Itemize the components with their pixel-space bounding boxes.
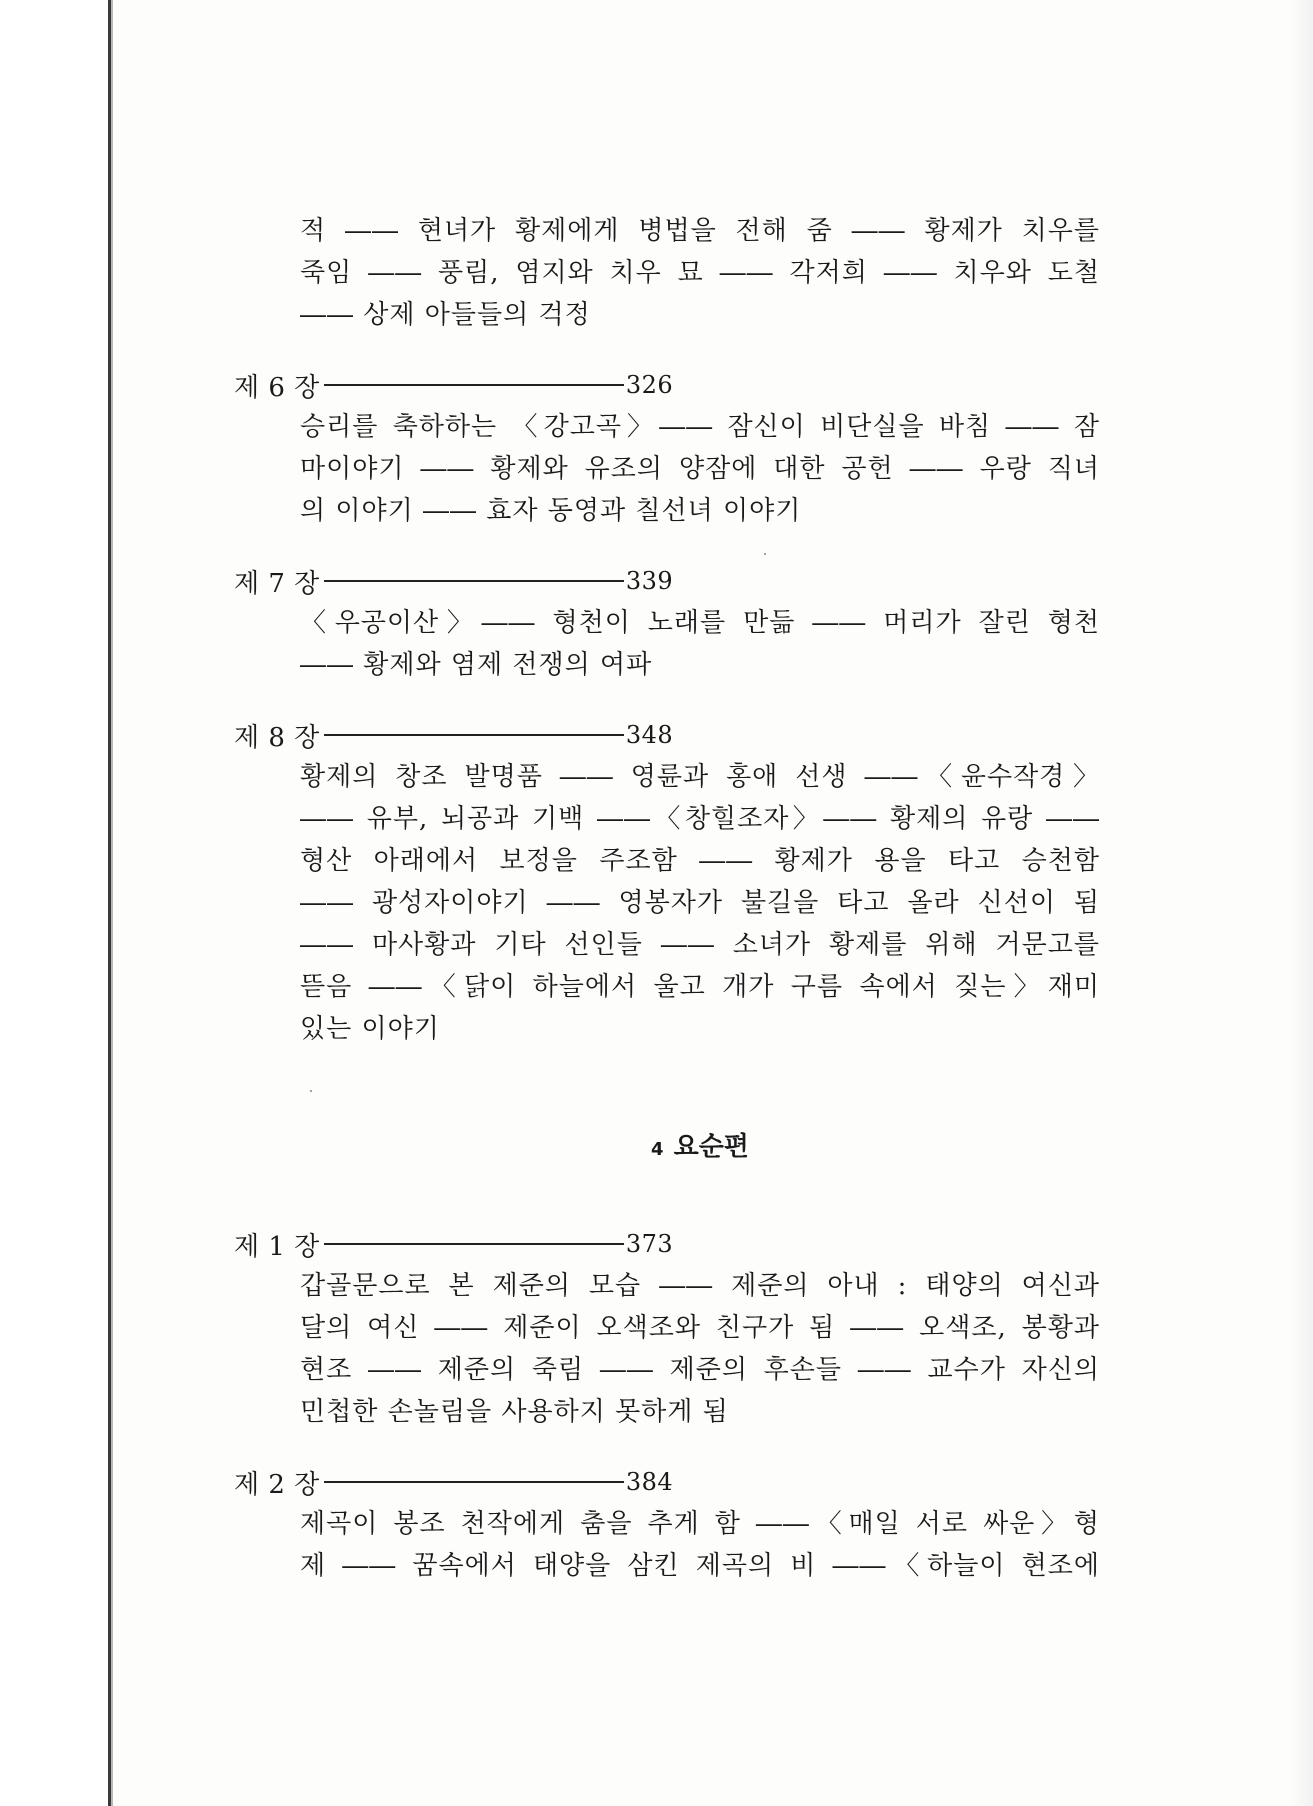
entry-line: 황제의 창조 발명품 ―― 영륜과 홍애 선생 ――〈윤수작경〉 xyxy=(300,762,1100,792)
entry-line: ―― 황제와 염제 전쟁의 여파 xyxy=(300,650,653,680)
chapter-heading xyxy=(234,560,1034,602)
page-number: 339 xyxy=(625,567,674,595)
page-number: 348 xyxy=(625,721,674,749)
entry-line: ―― 상제 아들들의 걱정 xyxy=(300,300,591,330)
chapter-entry-1 xyxy=(234,1223,1100,1433)
leader-rule xyxy=(324,734,624,736)
page-number: 326 xyxy=(625,371,674,399)
section-number: 4 xyxy=(651,1139,664,1160)
chapter-label: 제 7 장 xyxy=(234,568,320,599)
chapter-label: 제 6 장 xyxy=(234,372,320,403)
page-number: 373 xyxy=(625,1230,674,1258)
entry-line: 뜯음 ――〈닭이 하늘에서 울고 개가 구름 속에서 짖는〉재미 xyxy=(300,972,1100,1002)
chapter-heading xyxy=(234,714,1034,756)
entry-line: 의 이야기 ―― 효자 동영과 칠선녀 이야기 xyxy=(300,496,802,526)
chapter-heading xyxy=(234,364,1034,406)
entry-line: 마이야기 ―― 황제와 유조의 양잠에 대한 공헌 ―― 우랑 직녀 xyxy=(300,454,1100,484)
entry-line: 형산 아래에서 보정을 주조함 ―― 황제가 용을 타고 승천함 xyxy=(300,846,1100,876)
leader-rule xyxy=(324,580,624,582)
chapter-label: 제 2 장 xyxy=(234,1469,320,1500)
leader-rule xyxy=(324,384,624,386)
chapter-label: 제 8 장 xyxy=(234,722,320,753)
entry-line: 〈우공이산〉―― 형천이 노래를 만듦 ―― 머리가 잘린 형천 xyxy=(300,608,1100,638)
chapter-entry-7 xyxy=(234,560,1100,686)
entry-line: ―― 유부, 뇌공과 기백 ――〈창힐조자〉―― 황제의 유랑 ―― xyxy=(300,804,1100,834)
chapter-entry-8 xyxy=(234,714,1100,1050)
entry-line: 제 ―― 꿈속에서 태양을 삼킨 제곡의 비 ――〈하늘이 현조에 xyxy=(300,1551,1100,1581)
entry-line: 달의 여신 ―― 제준이 오색조와 친구가 됨 ―― 오색조, 봉황과 xyxy=(300,1313,1100,1343)
leader-rule xyxy=(324,1481,624,1483)
entry-line: 죽임 ―― 풍림, 염지와 치우 묘 ―― 각저희 ―― 치우와 도철 xyxy=(300,258,1100,288)
chapter-entry-6 xyxy=(234,364,1100,532)
table-of-contents xyxy=(234,210,1100,1615)
entry-line: 현조 ―― 제준의 죽림 ―― 제준의 후손들 ―― 교수가 자신의 xyxy=(300,1355,1100,1385)
chapter-heading xyxy=(234,1461,1034,1503)
entry-line: ―― 광성자이야기 ―― 영봉자가 불길을 타고 올라 신선이 됨 xyxy=(300,888,1100,918)
leader-rule xyxy=(324,1243,624,1245)
entry-line: 있는 이야기 xyxy=(300,1014,440,1044)
entry-line: ―― 마사황과 기타 선인들 ―― 소녀가 황제를 위해 거문고를 xyxy=(300,930,1100,960)
continued-entry xyxy=(300,210,1100,336)
section-name: 요순편 xyxy=(673,1132,749,1162)
chapter-heading xyxy=(234,1223,1034,1265)
entry-line: 적 ―― 현녀가 황제에게 병법을 전해 줌 ―― 황제가 치우를 xyxy=(300,216,1100,246)
page-number: 384 xyxy=(625,1468,674,1496)
section-title xyxy=(300,1126,1100,1163)
page-edge-shade xyxy=(1290,0,1313,1806)
entry-line: 갑골문으로 본 제준의 모습 ―― 제준의 아내 : 태양의 여신과 xyxy=(300,1271,1100,1301)
chapter-label: 제 1 장 xyxy=(234,1231,320,1262)
entry-line: 승리를 축하하는 〈강고곡〉―― 잠신이 비단실을 바침 ―― 잠 xyxy=(300,412,1100,442)
entry-line: 제곡이 봉조 천작에게 춤을 추게 함 ――〈매일 서로 싸운〉형 xyxy=(300,1509,1100,1539)
chapter-entry-2 xyxy=(234,1461,1100,1587)
entry-line: 민첩한 손놀림을 사용하지 못하게 됨 xyxy=(300,1397,729,1427)
